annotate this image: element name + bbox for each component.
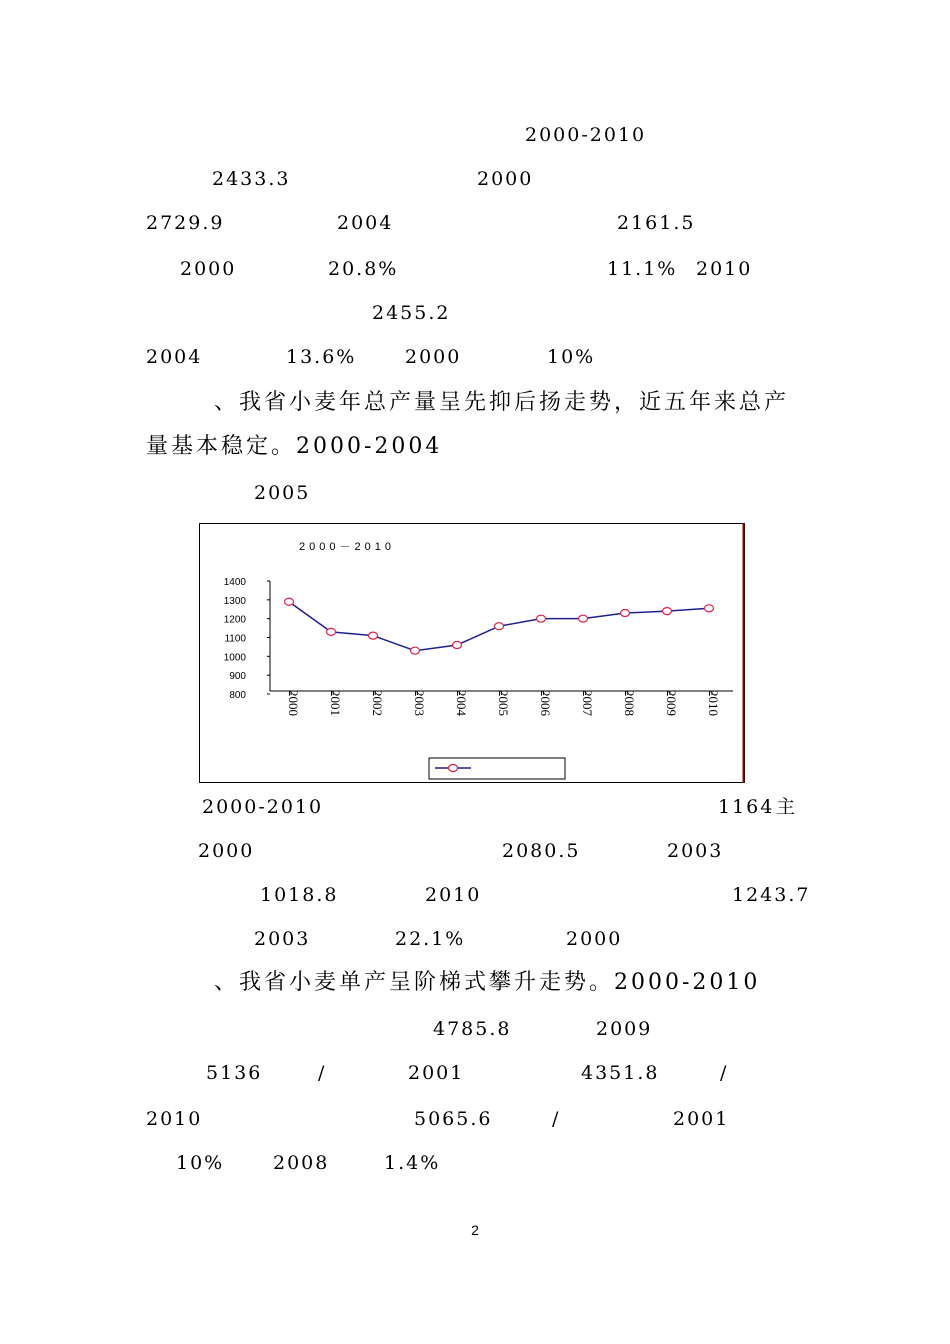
x-tick-label: 2007: [580, 690, 595, 716]
p3-line-4: [0, 924, 950, 954]
text-run: 4785.8: [433, 1018, 512, 1040]
text-run: 2161.5: [617, 212, 696, 234]
text-run: 2010: [696, 258, 753, 280]
text-run: 2005: [254, 482, 311, 504]
p4-line-2: [0, 1014, 950, 1044]
text-run: 2004: [146, 346, 203, 368]
y-tick-label: 1100: [224, 633, 246, 645]
data-point-marker: [369, 632, 378, 639]
p2-line-1: [0, 388, 950, 418]
p1-line-1: [0, 120, 950, 150]
data-point-marker: [663, 608, 672, 615]
text-run: /: [318, 1062, 327, 1084]
text-run: 2000: [198, 840, 255, 862]
p1-line-2: [0, 164, 950, 194]
x-tick-label: 2001: [328, 690, 343, 716]
data-point-marker: [411, 647, 420, 654]
p3-line-1: [0, 792, 950, 822]
y-tick-label: 1300: [223, 595, 246, 607]
text-run: 11.1%: [607, 258, 678, 280]
legend-marker-sample: [449, 765, 458, 772]
p2-line-3: [0, 478, 950, 508]
p1-line-6: [0, 342, 950, 372]
data-point-marker: [327, 628, 336, 635]
p4-line-5: [0, 1148, 950, 1178]
x-tick-label: 2004: [454, 690, 469, 716]
p2-line-2: [0, 432, 950, 462]
text-run: 1243.7: [732, 884, 811, 906]
data-point-marker: [621, 610, 630, 617]
x-tick-label: 2009: [664, 690, 679, 716]
text-run: 2729.9: [146, 212, 225, 234]
p1-line-3: [0, 208, 950, 238]
text-run: 1164: [718, 796, 775, 818]
text-run: 2001: [673, 1108, 730, 1130]
x-tick-label: 2005: [496, 690, 511, 716]
text-run: 5065.6: [414, 1108, 493, 1130]
text-run: 、我省小麦年总产量呈先抑后扬走势，近五年来总产: [214, 390, 790, 415]
text-run: 2008: [273, 1152, 330, 1174]
text-run: 2010: [425, 884, 482, 906]
text-run: 2455.2: [372, 302, 451, 324]
text-run: 2000-2010: [202, 796, 324, 818]
text-run: 4351.8: [581, 1062, 660, 1084]
chart-title: 2000－2010: [299, 541, 395, 553]
page-number: 2: [471, 1222, 479, 1238]
p1-line-4: [0, 254, 950, 284]
text-run: 22.1%: [395, 928, 466, 950]
p1-line-5: [0, 298, 950, 328]
text-run: 2003: [254, 928, 311, 950]
data-point-marker: [285, 598, 294, 605]
p3-line-2: [0, 836, 950, 866]
text-run: 2000: [477, 168, 534, 190]
text-run: 2000: [405, 346, 462, 368]
data-point-marker: [495, 623, 504, 630]
text-run: 量基本稳定。2000-2004: [146, 434, 443, 459]
y-tick-label: 1200: [223, 614, 246, 626]
y-tick-label: 1000: [223, 652, 246, 664]
y-tick-label: 800: [229, 690, 246, 701]
p3-line-3: [0, 880, 950, 910]
x-tick-label: 2000: [286, 690, 301, 716]
text-run: 2001: [408, 1062, 465, 1084]
x-tick-label: 2008: [622, 690, 637, 716]
x-tick-label: 2003: [412, 690, 427, 716]
text-run: 2000: [566, 928, 623, 950]
p4-line-3: [0, 1058, 950, 1088]
text-run: 主: [776, 796, 798, 818]
text-run: 、我省小麦单产呈阶梯式攀升走势。2000-2010: [214, 970, 761, 995]
chart-frame: [200, 524, 745, 783]
text-run: /: [552, 1108, 561, 1130]
data-point-marker: [705, 605, 714, 612]
text-run: 2009: [596, 1018, 653, 1040]
x-tick-label: 2006: [538, 690, 553, 716]
text-run: 2000-2010: [525, 124, 647, 146]
y-tick-label: 1400: [223, 577, 246, 588]
text-run: 2433.3: [212, 168, 291, 190]
y-tick-label: 900: [229, 671, 246, 683]
text-run: 10%: [547, 346, 596, 368]
x-tick-label: 2002: [370, 690, 385, 716]
text-run: 2010: [146, 1108, 203, 1130]
legend: [429, 758, 565, 779]
p4-line-1: [0, 968, 950, 998]
text-run: 2080.5: [502, 840, 581, 862]
text-run: 10%: [176, 1152, 225, 1174]
data-point-marker: [453, 642, 462, 649]
data-point-marker: [579, 615, 588, 622]
text-run: 1018.8: [260, 884, 339, 906]
text-run: 2000: [180, 258, 237, 280]
text-run: 20.8%: [328, 258, 399, 280]
production-line-chart: [199, 523, 745, 783]
x-tick-label: 2010: [706, 690, 721, 716]
p4-line-4: [0, 1104, 950, 1134]
text-run: 2004: [337, 212, 394, 234]
text-run: 1.4%: [384, 1152, 441, 1174]
text-run: 13.6%: [286, 346, 357, 368]
text-run: /: [720, 1062, 729, 1084]
text-run: 2003: [667, 840, 724, 862]
data-point-marker: [537, 615, 546, 622]
text-run: 5136: [206, 1062, 263, 1084]
